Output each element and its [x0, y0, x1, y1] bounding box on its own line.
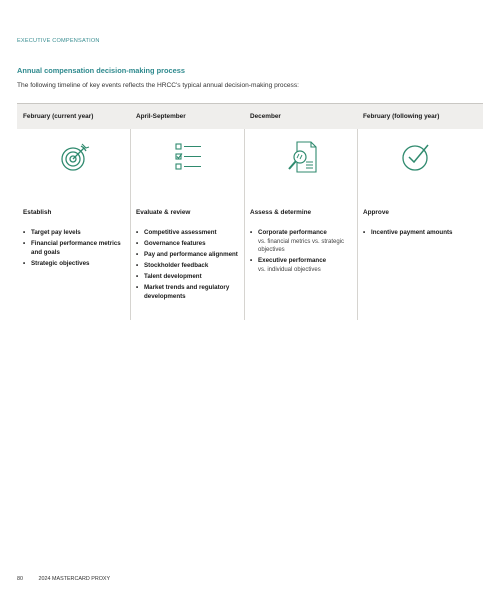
period-february-following: February (following year) — [363, 113, 440, 120]
column-title: Approve — [363, 209, 389, 216]
period-april-september: April-September — [136, 113, 186, 120]
page-heading: Annual compensation decision-making process — [17, 66, 185, 75]
document-title: 2024 MASTERCARD PROXY — [38, 576, 111, 582]
timeline-header-row — [17, 103, 483, 129]
section-label: EXECUTIVE COMPENSATION — [17, 38, 100, 44]
list-item-label: Target pay levels — [31, 229, 81, 236]
list-item — [23, 229, 129, 238]
list-item-label: Talent development — [144, 272, 202, 280]
list-item-label: Market trends and regulatory developments — [144, 283, 230, 300]
list-item — [23, 240, 129, 257]
period-december: December — [250, 113, 281, 120]
list-item-label: Financial performance metrics and goals — [31, 239, 121, 256]
list-item-detail: vs. financial metrics vs. strategic objectives — [258, 238, 345, 254]
column-divider — [357, 129, 358, 320]
bullet-list — [130, 229, 242, 304]
list-item-label: Governance features — [144, 239, 206, 247]
list-item — [363, 229, 483, 238]
list-item — [136, 273, 242, 282]
list-item — [250, 257, 356, 274]
bullet-list — [357, 229, 483, 240]
list-item-detail: vs. individual objectives — [258, 266, 321, 273]
column-title: Assess & determine — [250, 209, 312, 216]
list-item — [136, 262, 242, 271]
list-item — [23, 260, 129, 269]
list-item-label: Incentive payment amounts — [371, 229, 453, 236]
document-magnifier-icon — [285, 139, 321, 175]
column-title: Establish — [23, 209, 52, 216]
list-item — [250, 229, 356, 255]
intro-text: The following timeline of key events reflects the HRCC's typical annual decision-making process: — [17, 82, 299, 89]
list-item-label: Stockholder feedback — [144, 261, 209, 269]
list-item-label: Pay and performance alignment — [144, 250, 238, 258]
period-february-current: February (current year) — [23, 113, 94, 120]
list-item — [136, 284, 242, 301]
page-footer — [17, 576, 124, 582]
list-item-label: Competitive assessment — [144, 229, 217, 236]
check-circle-icon — [398, 139, 434, 175]
page-number: 80 — [17, 576, 23, 582]
target-icon — [57, 139, 93, 175]
list-item — [136, 251, 242, 260]
column-title: Evaluate & review — [136, 209, 191, 216]
bullet-list — [17, 229, 129, 271]
timeline-table — [17, 103, 483, 320]
list-item — [136, 229, 242, 238]
list-item-label: Strategic objectives — [31, 259, 90, 267]
list-item — [136, 240, 242, 249]
list-item-label: Corporate performance — [258, 229, 327, 236]
list-item-label: Executive performance — [258, 257, 327, 265]
checklist-icon — [171, 139, 207, 175]
column-divider — [244, 129, 245, 320]
bullet-list — [244, 229, 356, 277]
